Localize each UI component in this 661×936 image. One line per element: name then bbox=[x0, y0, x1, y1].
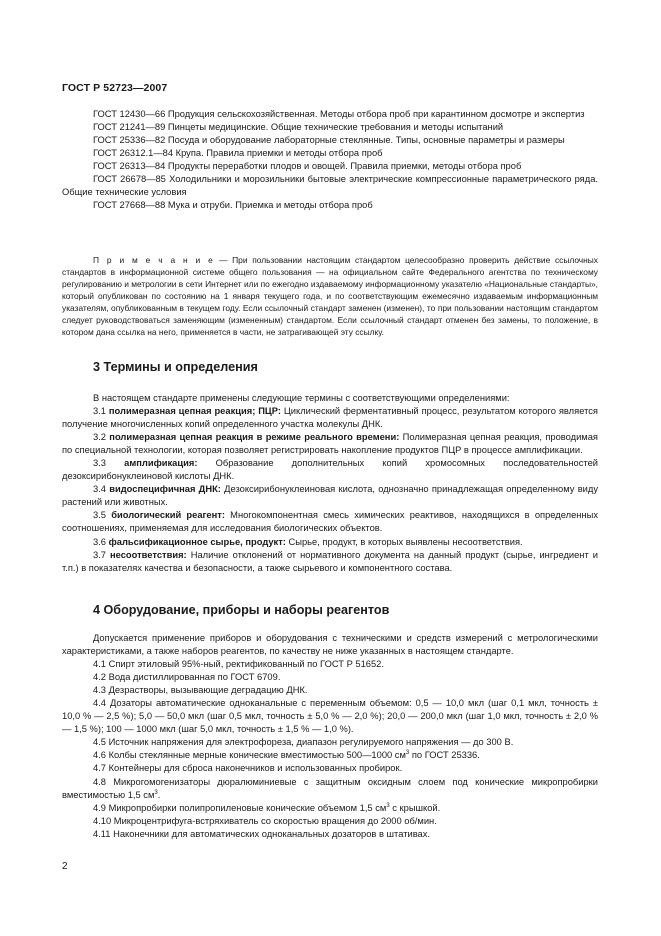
term-entry bbox=[62, 457, 598, 483]
term-definition: Сырье, продукт, в которых выявлены несоответствия. bbox=[285, 536, 523, 547]
equipment-item-text: по ГОСТ 25336. bbox=[409, 750, 480, 761]
reference-item: ГОСТ 27668—88 Мука и отруби. Приемка и методы отбора проб bbox=[93, 200, 373, 211]
equipment-item bbox=[62, 802, 598, 815]
term-name: биологический реагент: bbox=[111, 510, 225, 521]
equipment-item-text: 4.9 Микропробирки полипропиленовые конические объемом 1,5 см bbox=[93, 802, 387, 813]
superscript: 3 bbox=[154, 789, 158, 796]
equipment-item-text: с крышкой. bbox=[389, 802, 441, 813]
term-name: видоспецифичная ДНК: bbox=[109, 484, 221, 495]
term-definition: Многокомпонентная смесь химических реактивов, находящихся в определенных соотношениях, применяемая для исследования биологических объектов. bbox=[62, 510, 598, 534]
term-definition: Образование дополнительных копий хромосомных последовательностей дезоксирибонуклеиновой кислоты ДНК. bbox=[62, 458, 598, 482]
term-number: 3.6 bbox=[93, 536, 109, 547]
note-label: П р и м е ч а н и е bbox=[93, 255, 215, 266]
superscript: 3 bbox=[405, 750, 410, 757]
term-name: амплификация: bbox=[124, 458, 198, 469]
equipment-item: 4.10 Микроцентрифуга-встряхиватель со скоростью вращения до 2000 об/мин. bbox=[93, 815, 437, 826]
term-definition: Циклический ферментативный процесс, результатом которого является получение многочисленных копий определенного участка молекулы ДНК. bbox=[62, 406, 598, 430]
term-entry bbox=[62, 431, 598, 457]
section-3-intro: В настоящем стандарте применены следующие термины с соответствующими определениями: bbox=[93, 393, 510, 403]
section-3-heading: 3 Термины и определения bbox=[93, 360, 258, 374]
note-text: — При пользовании настоящим стандартом целесообразно проверить действие ссылочных стандартов в информационной системе общего пользования — на официальном сайте Федерального агентства по техническому регулированию и метрологии в сети Интернет или по ежегодно издаваемому информационному указателю «Национальные стандарты», который опубликован по состоянию на 1 января текущего года, и по соответствующим ежемесячно издаваемым информационным указателям, опубликованным в текущем году. Если ссылочный стандарт заменен (изменен), то при пользовании настоящим стандартом следует руководствоваться заменяющим (измененным) стандартом. Если ссылочный стандарт отменен без замены, то положение, в котором дана ссылка на него, применяется в части, не затрагивающей эту ссылку. bbox=[62, 255, 598, 338]
term-entry bbox=[62, 483, 598, 509]
equipment-item-text: 4.8 Микрогомогенизаторы дюралюминиевые с защитным оксидным слоем под конические микропробирки вместимостью 1,5 см bbox=[62, 776, 598, 800]
term-number: 3.7 bbox=[93, 549, 111, 560]
term-entry bbox=[62, 536, 598, 549]
reference-item: ГОСТ 26313—84 Продукты переработки плодов и овощей. Правила приемки, методы отбора проб bbox=[93, 161, 522, 172]
reference-item: ГОСТ 26312.1—84 Крупа. Правила приемки и методы отбора проб bbox=[93, 148, 383, 159]
term-definition: Полимеразная цепная реакция, проводимая по специальной технологии, которая позволяет регистрировать накопление продуктов ПЦР в процессе амплификации. bbox=[62, 432, 598, 456]
equipment-item: 4.4 Дозаторы автоматические одноканальные с переменным объемом: 0,5 — 10,0 мкл (шаг 0,1 мкл, точность ± 10,0 % — 2,5 %); 5,0 — 50,0 мкл (шаг 0,5 мкл, точность ± 5,0 % — 2,0 %); 20,0 — 200,0 мкл (шаг 1,0 мкл, точность ± 2,0 % — 1,5 %); 100 — 1000 мкл (шаг 5,0 мкл, точность ± 1,5 % — 1,0 %). bbox=[62, 698, 598, 735]
reference-item: ГОСТ 25336—82 Посуда и оборудование лабораторные стеклянные. Типы, основные параметры и размеры bbox=[93, 135, 565, 146]
equipment-item bbox=[62, 776, 598, 802]
equipment-item: 4.2 Вода дистиллированная по ГОСТ 6709. bbox=[93, 672, 281, 683]
term-number: 3.3 bbox=[93, 458, 125, 469]
note-paragraph bbox=[62, 254, 598, 338]
term-number: 3.1 bbox=[93, 406, 109, 417]
section-4-heading: 4 Оборудование, приборы и наборы реагентов bbox=[93, 603, 390, 617]
reference-item: ГОСТ 12430—66 Продукция сельскохозяйственная. Методы отбора проб при карантинном досмотре и экспертиз bbox=[93, 109, 585, 119]
term-definition: Наличие отклонений от нормативного документа на данный продукт (сырье, ингредиент и т.п.) в показателях качества и безопасности, а также сырьевого и компонентного состава. bbox=[62, 549, 598, 573]
reference-item: ГОСТ 26678—85 Холодильники и морозильники бытовые электрические компрессионные параметрического ряда. Общие технические условия bbox=[62, 174, 598, 198]
term-entry bbox=[62, 549, 598, 575]
equipment-item: 4.3 Дезрастворы, вызывающие деградацию ДНК. bbox=[93, 685, 308, 696]
term-entry bbox=[62, 405, 598, 431]
equipment-item: 4.11 Наконечники для автоматических одноканальных дозаторов в штативах. bbox=[93, 828, 431, 839]
term-name: полимеразная цепная реакция; ПЦР: bbox=[108, 406, 281, 417]
term-name: фальсификационное сырье, продукт: bbox=[108, 536, 286, 547]
term-name: полимеразная цепная реакция в режиме реального времени: bbox=[109, 432, 400, 443]
superscript: 3 bbox=[386, 802, 390, 809]
equipment-item: 4.1 Спирт этиловый 95%-ный, ректификованный по ГОСТ Р 51652. bbox=[93, 659, 384, 670]
term-number: 3.5 bbox=[93, 510, 112, 521]
equipment-item bbox=[62, 749, 598, 762]
equipment-item-text: . bbox=[157, 789, 161, 800]
section-4-intro: Допускается применение приборов и оборудования с техническими и средств измерений с метрологическими характеристиками, а также наборов реагентов, по качеству не ниже указанных в настоящем стандарте. bbox=[62, 633, 598, 657]
equipment-item: 4.7 Контейнеры для сброса наконечников и использованных пробирок. bbox=[93, 763, 403, 774]
document-header: ГОСТ Р 52723—2007 bbox=[62, 82, 168, 94]
term-entry bbox=[62, 509, 598, 535]
normative-references bbox=[62, 108, 598, 212]
reference-item: ГОСТ 21241—89 Пинцеты медицинские. Общие технические требования и методы испытаний bbox=[93, 122, 504, 133]
equipment-item-text: 4.6 Колбы стеклянные мерные конические вместимостью 500—1000 см bbox=[93, 750, 406, 761]
term-name: несоответствия: bbox=[110, 549, 187, 560]
term-number: 3.4 bbox=[93, 484, 110, 495]
term-number: 3.2 bbox=[93, 432, 110, 443]
term-definition: Дезоксирибонуклеиновая кислота, однозначно принадлежащая определенному виду растений или животных. bbox=[62, 484, 598, 508]
section-3-body bbox=[62, 392, 598, 575]
section-4-body bbox=[62, 632, 598, 841]
page-number: 2 bbox=[62, 861, 68, 872]
equipment-item: 4.5 Источник напряжения для электрофореза, диапазон регулируемого напряжения — до 300 В. bbox=[93, 737, 514, 748]
